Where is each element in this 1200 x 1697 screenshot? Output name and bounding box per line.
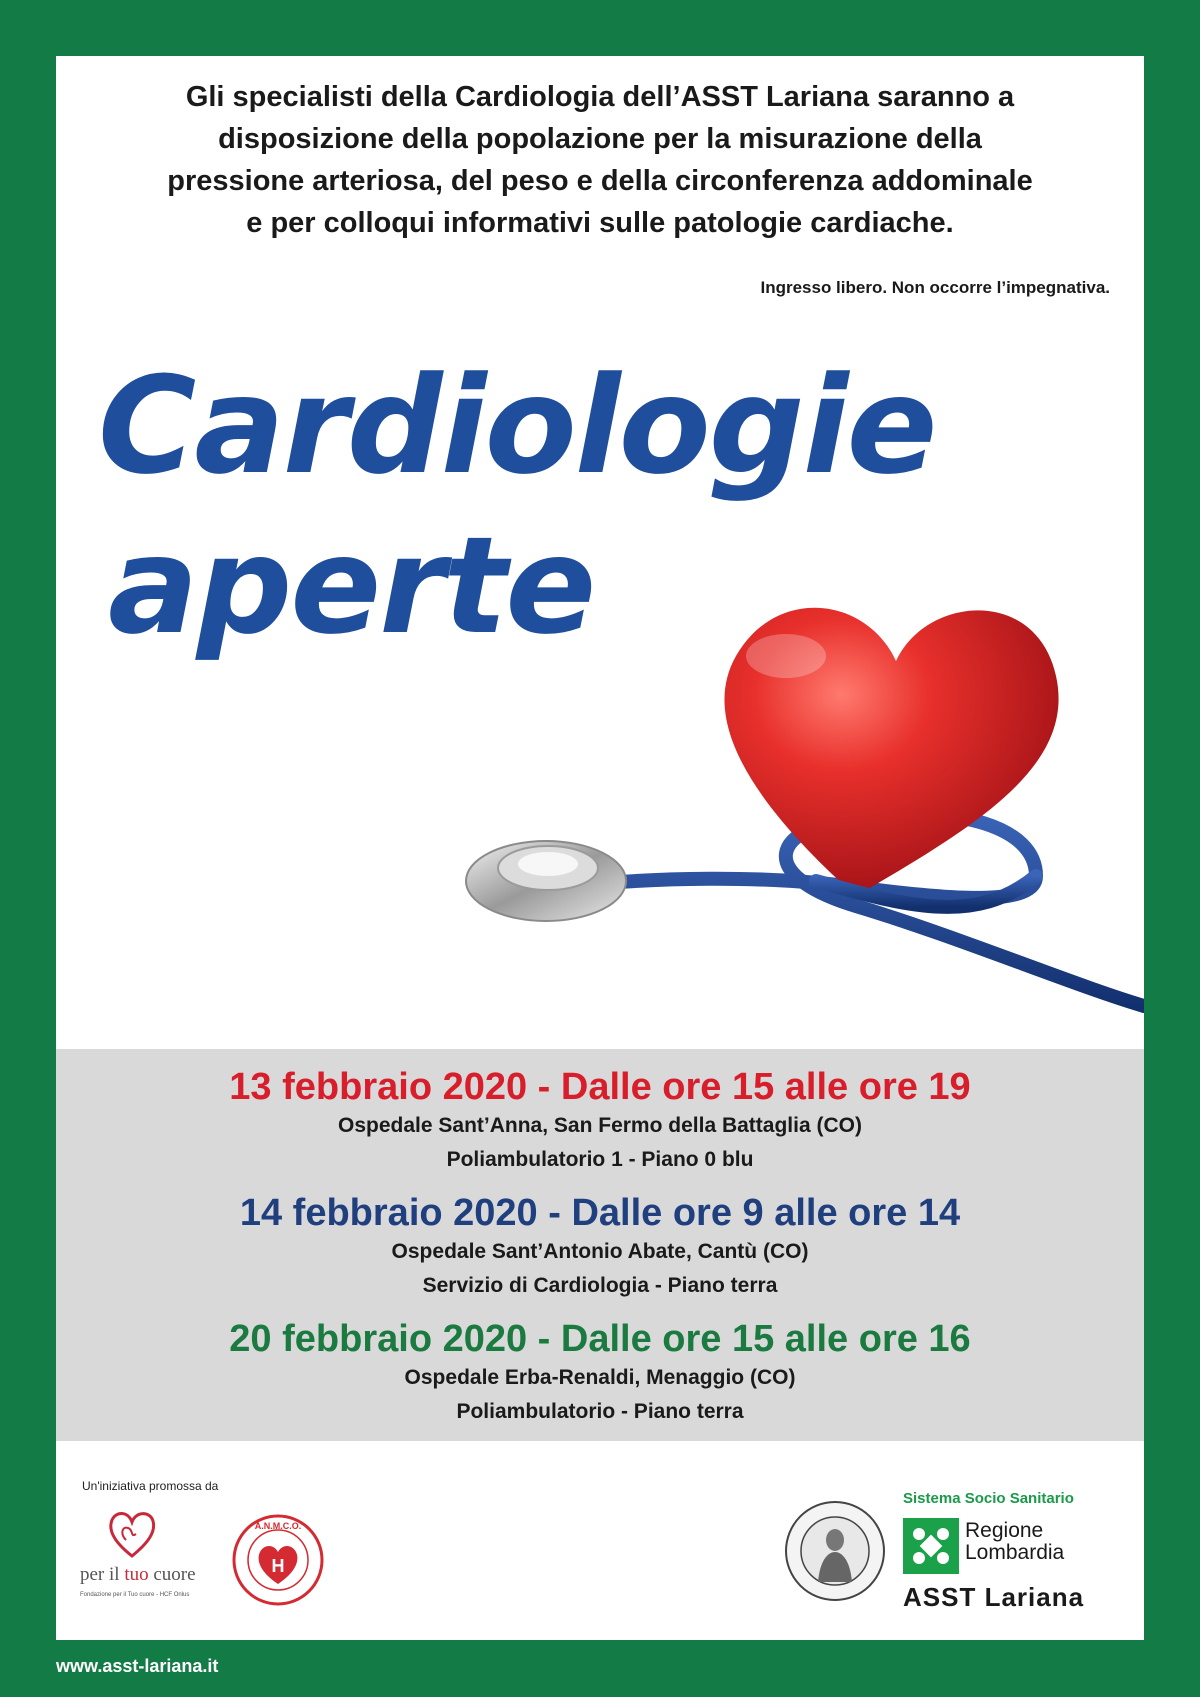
ospitale-maggiore-seal (784, 1500, 886, 1602)
event-2 (56, 1191, 1144, 1303)
regione-lombardia-block (903, 1490, 1113, 1630)
lombardia-cross-icon (903, 1518, 959, 1574)
event-1 (56, 1065, 1144, 1177)
event-location: Ospedale Sant’Anna, San Fermo della Battaglia (CO) (338, 1114, 862, 1137)
title-line-1: Cardiologie (98, 348, 936, 504)
event-location: Ospedale Sant’Antonio Abate, Cantù (CO) (391, 1240, 809, 1263)
per-il-tuo-cuore-logo (80, 1506, 210, 1606)
event-room: Poliambulatorio 1 - Piano 0 blu (446, 1148, 754, 1171)
heart-logo-tagline: Fondazione per il Tuo cuore - HCF Onlus (80, 1592, 190, 1598)
intro-text (76, 76, 1124, 244)
event-3 (56, 1317, 1144, 1429)
free-entry-note: Ingresso libero. Non occorre l’impegnativa. (760, 278, 1110, 297)
event-date-time: 20 febbraio 2020 - Dalle ore 15 alle ore 16 (229, 1318, 971, 1360)
intro-line: pressione arteriosa, del peso e della circonferenza addominale (167, 165, 1033, 197)
heart-stethoscope-icon (436, 576, 1144, 1106)
poster (56, 56, 1144, 1640)
events-panel (56, 1049, 1144, 1441)
asst-name: ASST Lariana (903, 1582, 1085, 1612)
anmco-logo (232, 1514, 324, 1606)
system-label: Sistema Socio Sanitario (903, 1490, 1074, 1507)
website-link[interactable]: www.asst-lariana.it (56, 1656, 219, 1676)
heart-logo-name: per il tuo cuore (80, 1564, 196, 1585)
event-room: Servizio di Cardiologia - Piano terra (422, 1274, 778, 1297)
event-date-time: 13 febbraio 2020 - Dalle ore 15 alle ore 19 (229, 1066, 971, 1108)
intro-line: disposizione della popolazione per la misurazione della (218, 123, 982, 155)
promoter-label: Un'iniziativa promossa da (82, 1479, 219, 1493)
title-line-2: aperte (108, 508, 595, 664)
heart-outline-icon (104, 1506, 160, 1562)
event-room: Poliambulatorio - Piano terra (456, 1400, 744, 1423)
event-date-time: 14 febbraio 2020 - Dalle ore 9 alle ore 14 (239, 1192, 961, 1234)
intro-line: e per colloqui informativi sulle patologie cardiache. (246, 207, 954, 239)
region-name: Regione Lombardia (965, 1519, 1065, 1564)
svg-text:H: H (271, 1556, 285, 1576)
event-location: Ospedale Erba-Renaldi, Menaggio (CO) (404, 1366, 796, 1389)
svg-text:A.N.M.C.O.: A.N.M.C.O. (254, 1521, 302, 1531)
intro-line: Gli specialisti della Cardiologia dell’ASST Lariana saranno a (185, 81, 1015, 113)
